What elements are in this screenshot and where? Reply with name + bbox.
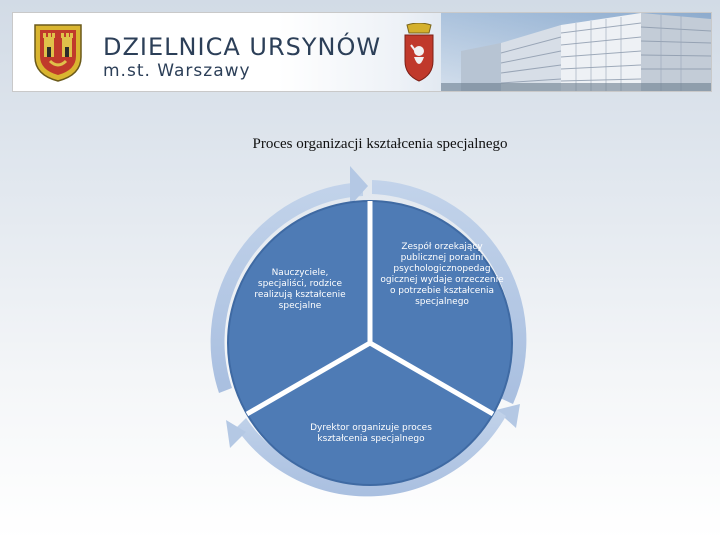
diagram-heading: Proces organizacji kształcenia specjalnego (252, 136, 508, 152)
segment-bottom-text: Dyrektor organizuje proces kształcenia specjalnego (310, 423, 432, 444)
segment-right-text: Zespół orzekający publicznej poradni psychologicznopedag ogicznej wydaje orzeczenie o potrzebie kształcenia specjalnego (380, 242, 504, 307)
district-title: DZIELNICA URSYNÓW (103, 33, 382, 61)
segment-left-text: Nauczyciele, specjaliści, rodzice realizują kształcenie specjalne (254, 268, 346, 311)
arrowhead-top (350, 166, 368, 206)
city-subtitle: m.st. Warszawy (103, 61, 251, 81)
